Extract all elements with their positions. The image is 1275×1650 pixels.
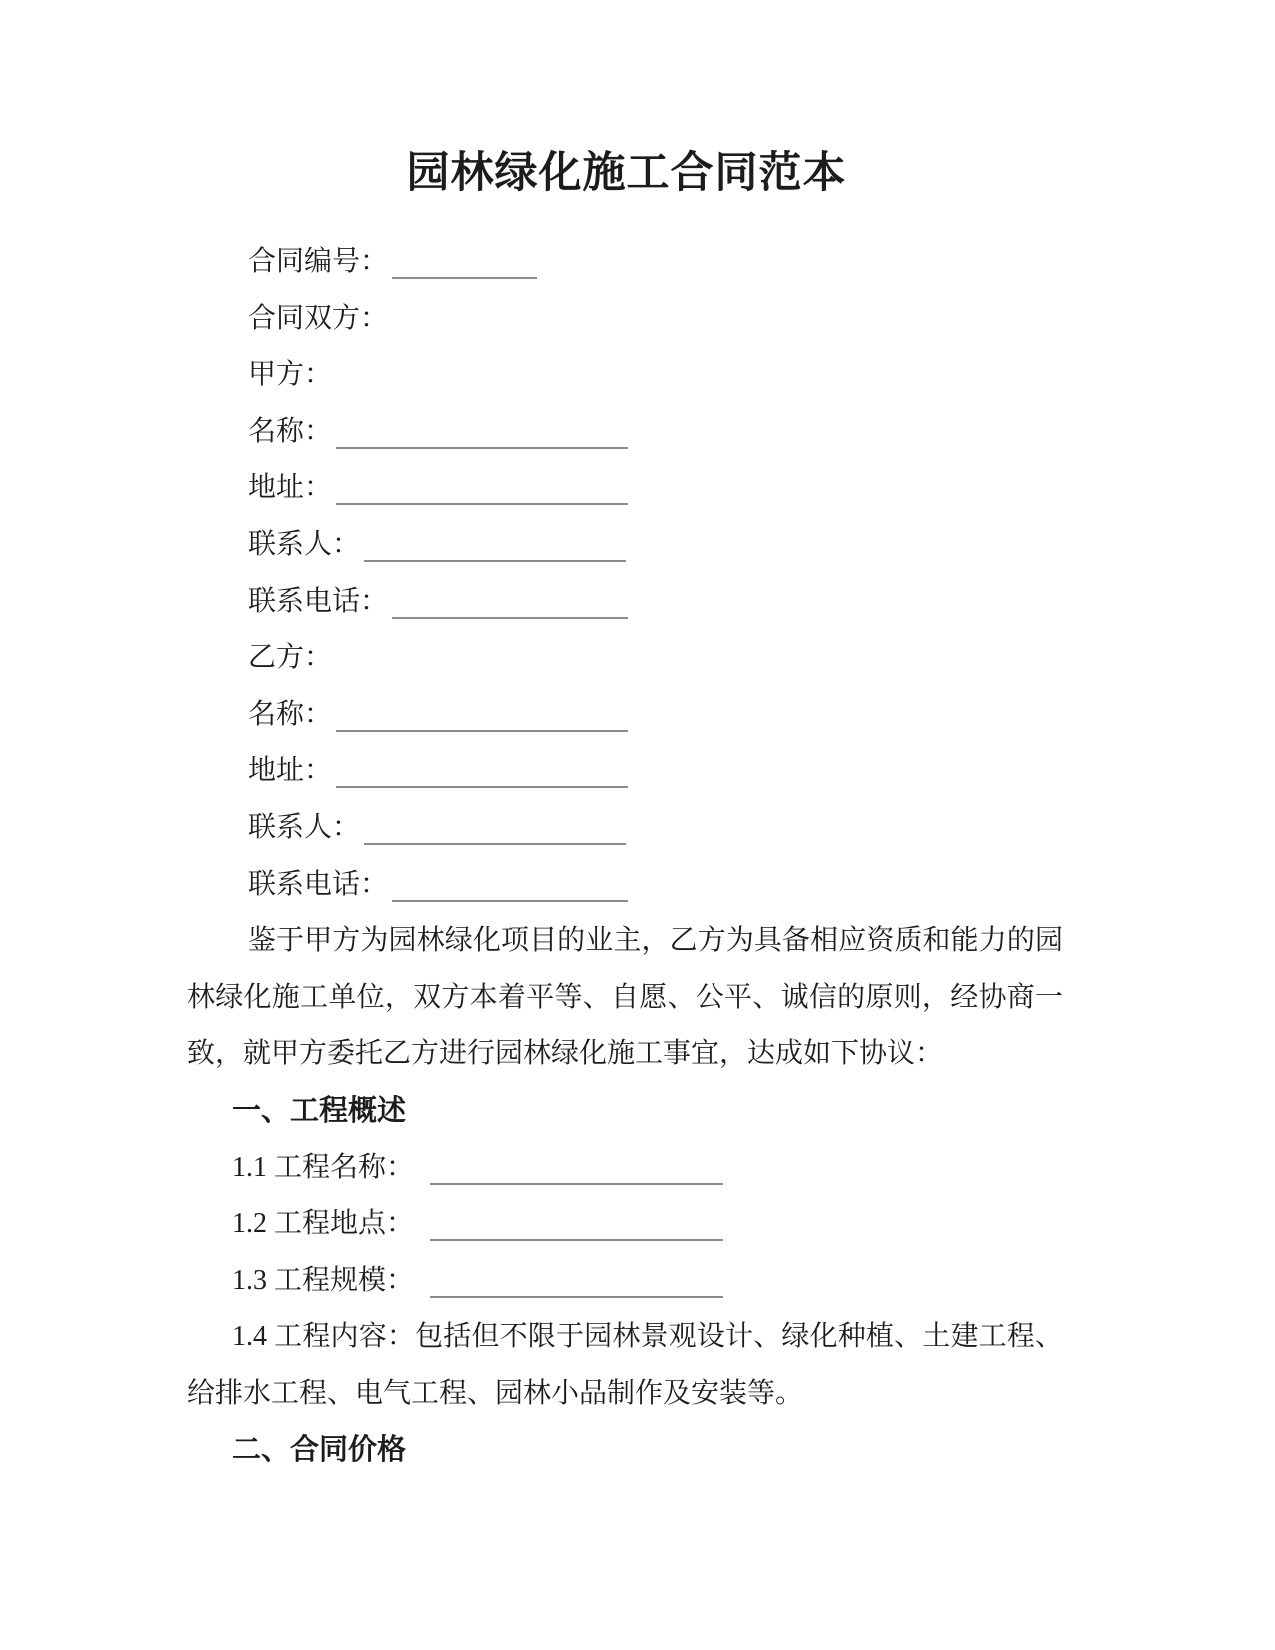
line-party-b-address [187,743,1063,800]
line-party-b-phone [187,857,1063,914]
line-party-a-name [187,404,1063,461]
document-body [187,234,1063,1479]
item-1-2-label: 1.2 工程地点： [232,1208,415,1240]
party-b-address-blank[interactable] [336,786,628,788]
document-title: 园林绿化施工合同范本 [406,150,847,197]
party-a-name-label: 名称： [248,415,333,447]
party-a-role-label: 甲方： [248,359,333,391]
item-1-4-paragraph: 1.4 工程内容：包括但不限于园林景观设计、绿化种植、土建工程、给排水工程、电气工程、园林小品制作及安装等。 [187,1321,1063,1409]
line-party-a-phone [187,574,1063,631]
line-party-a-role [187,347,1063,404]
line-party-a-contact [187,517,1063,574]
party-a-contact-label: 联系人： [248,528,361,560]
party-a-phone-blank[interactable] [392,617,628,619]
item-1-3-blank[interactable] [430,1296,723,1298]
party-b-contact-blank[interactable] [364,843,626,845]
party-b-contact-label: 联系人： [248,811,361,843]
section-2-heading: 二、合同价格 [232,1434,407,1467]
party-a-phone-label: 联系电话： [248,585,389,617]
party-b-name-blank[interactable] [336,730,628,732]
party-b-phone-blank[interactable] [392,900,628,902]
line-contract-number [187,234,1063,291]
item-1-2-blank[interactable] [430,1239,723,1241]
party-b-phone-label: 联系电话： [248,868,389,900]
line-item-1-2 [187,1196,1063,1253]
parties-label: 合同双方： [248,302,389,334]
section-1-heading: 一、工程概述 [232,1094,407,1127]
preamble-paragraph: 鉴于甲方为园林绿化项目的业主，乙方为具备相应资质和能力的园林绿化施工单位，双方本着平等、自愿、公平、诚信的原则，经协商一致，就甲方委托乙方进行园林绿化施工事宜，达成如下协议： [187,925,1063,1070]
contract-number-label: 合同编号： [248,246,389,277]
party-b-role-label: 乙方： [248,642,333,674]
party-a-name-blank[interactable] [336,447,628,449]
party-a-address-blank[interactable] [336,503,628,505]
line-party-b-contact [187,800,1063,857]
party-a-contact-blank[interactable] [364,560,626,562]
item-1-1-blank[interactable] [430,1183,723,1185]
item-1-1-label: 1.1 工程名称： [232,1151,415,1183]
contract-number-blank[interactable] [392,277,537,279]
party-b-name-label: 名称： [248,698,333,730]
line-party-b-name [187,687,1063,744]
line-item-1-1 [187,1140,1063,1197]
party-a-address-label: 地址： [248,472,333,504]
line-party-a-address [187,460,1063,517]
item-1-3-label: 1.3 工程规模： [232,1264,415,1296]
line-party-b-role [187,630,1063,687]
party-b-address-label: 地址： [248,755,333,787]
line-item-1-3 [187,1253,1063,1310]
line-parties [187,291,1063,348]
